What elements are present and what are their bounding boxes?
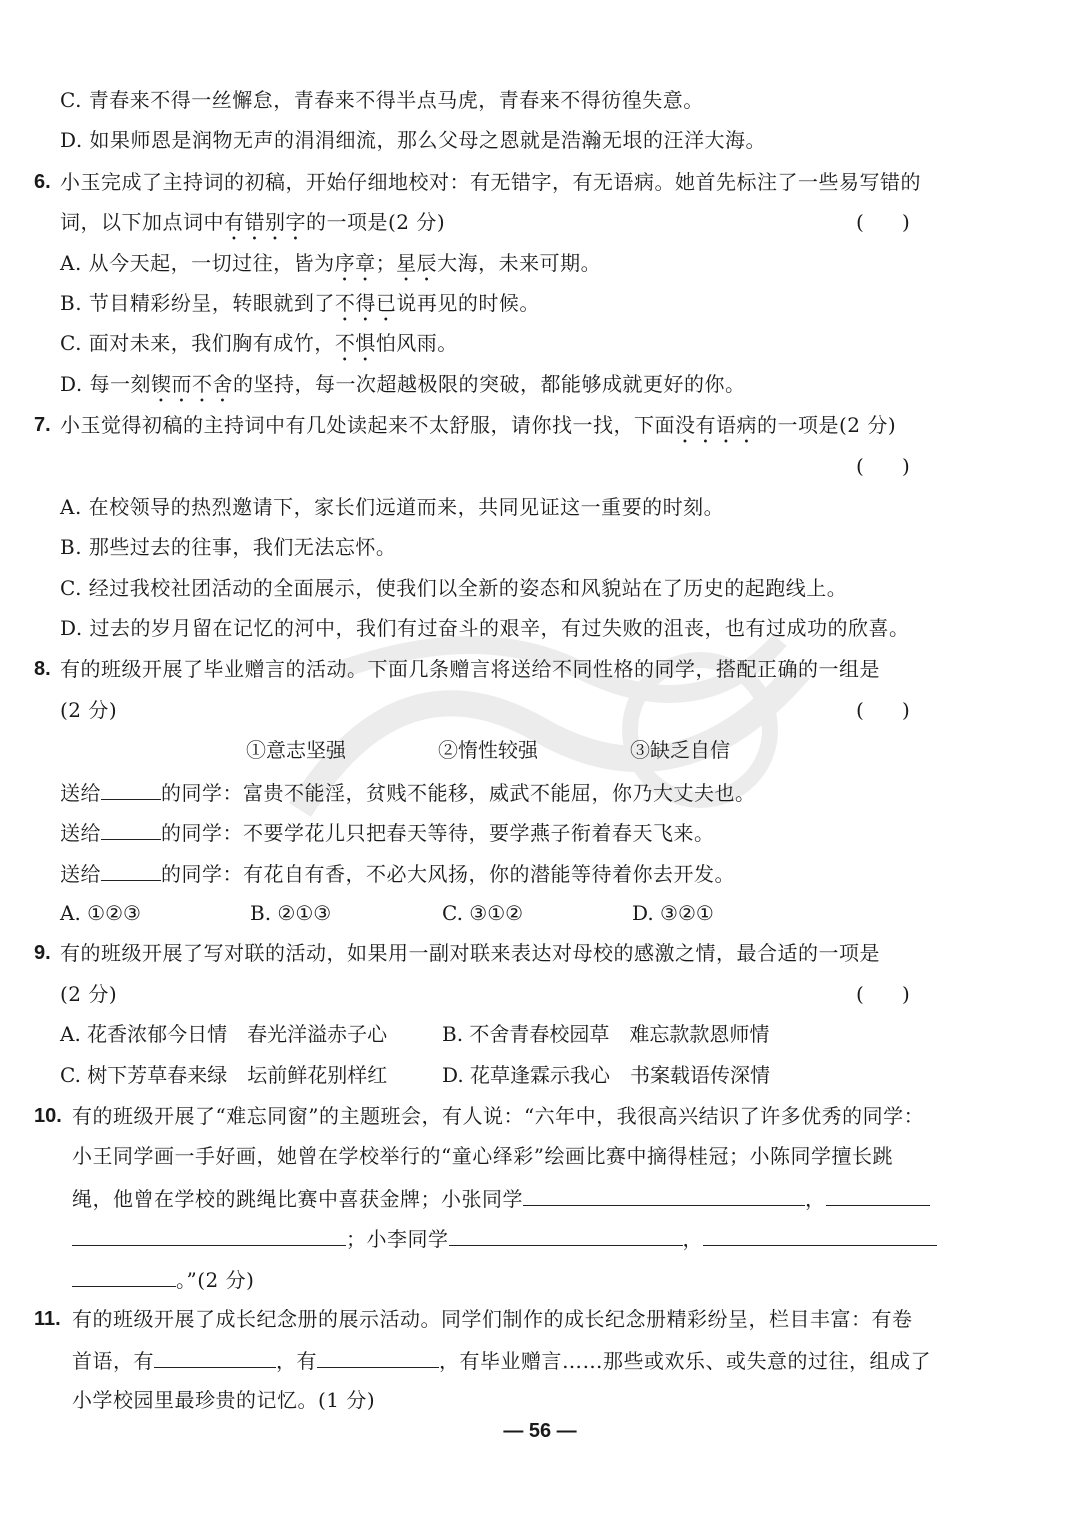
q8-option-c: C. ③①②: [442, 901, 524, 925]
q10-line1: 有的班级开展了“难忘同窗”的主题班会，有人说：“六年中，我很高兴结识了许多优秀的同学：: [72, 1104, 925, 1128]
q10-line3: 绳，他曾在学校的跳绳比赛中喜获金牌；小张同学 ，: [72, 1183, 930, 1213]
q7-option-a: A. 在校领导的热烈邀请下，家长们远道而来，共同见证这一重要的时刻。: [60, 495, 725, 519]
q6-answer-paren[interactable]: ( ): [856, 210, 910, 234]
q8-blank-3[interactable]: [101, 858, 161, 881]
q10-blank-6[interactable]: [72, 1264, 176, 1287]
page-number: — 56 —: [503, 1420, 577, 1442]
q7-number: 7.: [34, 414, 51, 436]
q8-stem-line1: 有的班级开展了毕业赠言的活动。下面几条赠言将送给不同性格的同学，搭配正确的一组是: [60, 657, 880, 681]
q9-answer-paren[interactable]: ( ): [856, 982, 910, 1006]
q8-trait-2: ②惰性较强: [438, 738, 538, 762]
q7-option-b: B. 那些过去的往事，我们无法忘怀。: [60, 535, 397, 559]
q10-blank-2[interactable]: [826, 1183, 930, 1206]
q7-stem: 小玉觉得初稿的主持词中有几处读起来不太舒服，请你找一找，下面没有语病的一项是(2 分): [60, 413, 897, 437]
q8-option-d: D. ③②①: [632, 901, 714, 925]
q8-trait-3: ③缺乏自信: [630, 738, 730, 762]
q7-emphasis: 没有语病: [675, 413, 757, 437]
q11-blank-1[interactable]: [154, 1345, 276, 1368]
q9-stem-line1: 有的班级开展了写对联的活动，如果用一副对联来表达对母校的感激之情，最合适的一项是: [60, 941, 880, 965]
q8-option-a: A. ①②③: [60, 901, 141, 925]
q6-number: 6.: [34, 171, 51, 193]
q9-option-c: C. 树下芳草春来绿 坛前鲜花别样红: [60, 1063, 388, 1087]
q10-number: 10.: [34, 1105, 62, 1127]
q6-option-a: A. 从今天起，一切过往，皆为序章；星辰大海，未来可期。: [60, 251, 602, 275]
q8-answer-paren[interactable]: ( ): [856, 698, 910, 722]
q11-line1: 有的班级开展了成长纪念册的展示活动。同学们制作的成长纪念册精彩纷呈，栏目丰富：有卷: [72, 1307, 913, 1331]
q7-option-d: D. 过去的岁月留在记忆的河中，我们有过奋斗的艰辛，有过失败的沮丧，也有过成功的欣喜。: [60, 616, 910, 640]
q8-trait-1: ①意志坚强: [246, 738, 346, 762]
q7-answer-paren[interactable]: ( ): [856, 454, 910, 478]
q9-number: 9.: [34, 942, 51, 964]
q11-blank-2[interactable]: [317, 1345, 439, 1368]
q6-option-b: B. 节目精彩纷呈，转眼就到了不得已说再见的时候。: [60, 291, 540, 315]
q11-line3: 小学校园里最珍贵的记忆。(1 分): [72, 1388, 376, 1412]
q10-blank-1[interactable]: [523, 1183, 805, 1206]
q10-line4: ；小李同学 ，: [72, 1223, 937, 1253]
q8-option-b: B. ②①③: [250, 901, 332, 925]
q5-option-c: C. 青春来不得一丝懈怠，青春来不得半点马虎，青春来不得彷徨失意。: [60, 88, 704, 112]
q8-saying-1: 送给 的同学：富贵不能淫，贫贱不能移，威武不能屈，你乃大丈夫也。: [60, 777, 756, 807]
q6-stem-line2: 词，以下加点词中有错别字的一项是(2 分): [60, 210, 446, 234]
q10-blank-3[interactable]: [72, 1223, 346, 1246]
q8-blank-2[interactable]: [101, 817, 161, 840]
q8-number: 8.: [34, 658, 51, 680]
q6-option-d: D. 每一刻锲而不舍的坚持，每一次超越极限的突破，都能够成就更好的你。: [60, 372, 746, 396]
q6-emphasis: 有错别字: [224, 210, 306, 234]
q10-line5: 。”(2 分): [72, 1264, 254, 1294]
q8-stem-line2: (2 分): [60, 698, 118, 722]
q11-line2: 首语，有 ，有 ，有毕业赠言……那些或欢乐、或失意的过往，组成了: [72, 1345, 931, 1375]
q10-blank-5[interactable]: [703, 1223, 937, 1246]
q9-option-a: A. 花香浓郁今日情 春光洋溢赤子心: [60, 1022, 388, 1046]
q9-option-b: B. 不舍青春校园草 难忘款款恩师情: [442, 1022, 770, 1046]
q9-stem-line2: (2 分): [60, 982, 118, 1006]
q9-option-d: D. 花草逢霖示我心 书案载语传深情: [442, 1063, 771, 1087]
q10-line2: 小王同学画一手好画，她曾在学校举行的“童心绎彩”绘画比赛中摘得桂冠；小陈同学擅长跳: [72, 1144, 893, 1168]
q8-blank-1[interactable]: [101, 777, 161, 800]
q10-blank-4[interactable]: [449, 1223, 683, 1246]
q6-stem-line1: 小玉完成了主持词的初稿，开始仔细地校对：有无错字，有无语病。她首先标注了一些易写错的: [60, 170, 921, 194]
q8-saying-2: 送给 的同学：不要学花儿只把春天等待，要学燕子衔着春天飞来。: [60, 817, 715, 847]
q11-number: 11.: [34, 1308, 61, 1330]
q5-option-d: D. 如果师恩是润物无声的涓涓细流，那么父母之恩就是浩瀚无垠的汪洋大海。: [60, 128, 767, 152]
q6-option-c: C. 面对未来，我们胸有成竹，不惧怕风雨。: [60, 331, 458, 355]
q8-saying-3: 送给 的同学：有花自有香，不必大风扬，你的潜能等待着你去开发。: [60, 858, 735, 888]
q7-option-c: C. 经过我校社团活动的全面展示，使我们以全新的姿态和风貌站在了历史的起跑线上。: [60, 576, 848, 600]
